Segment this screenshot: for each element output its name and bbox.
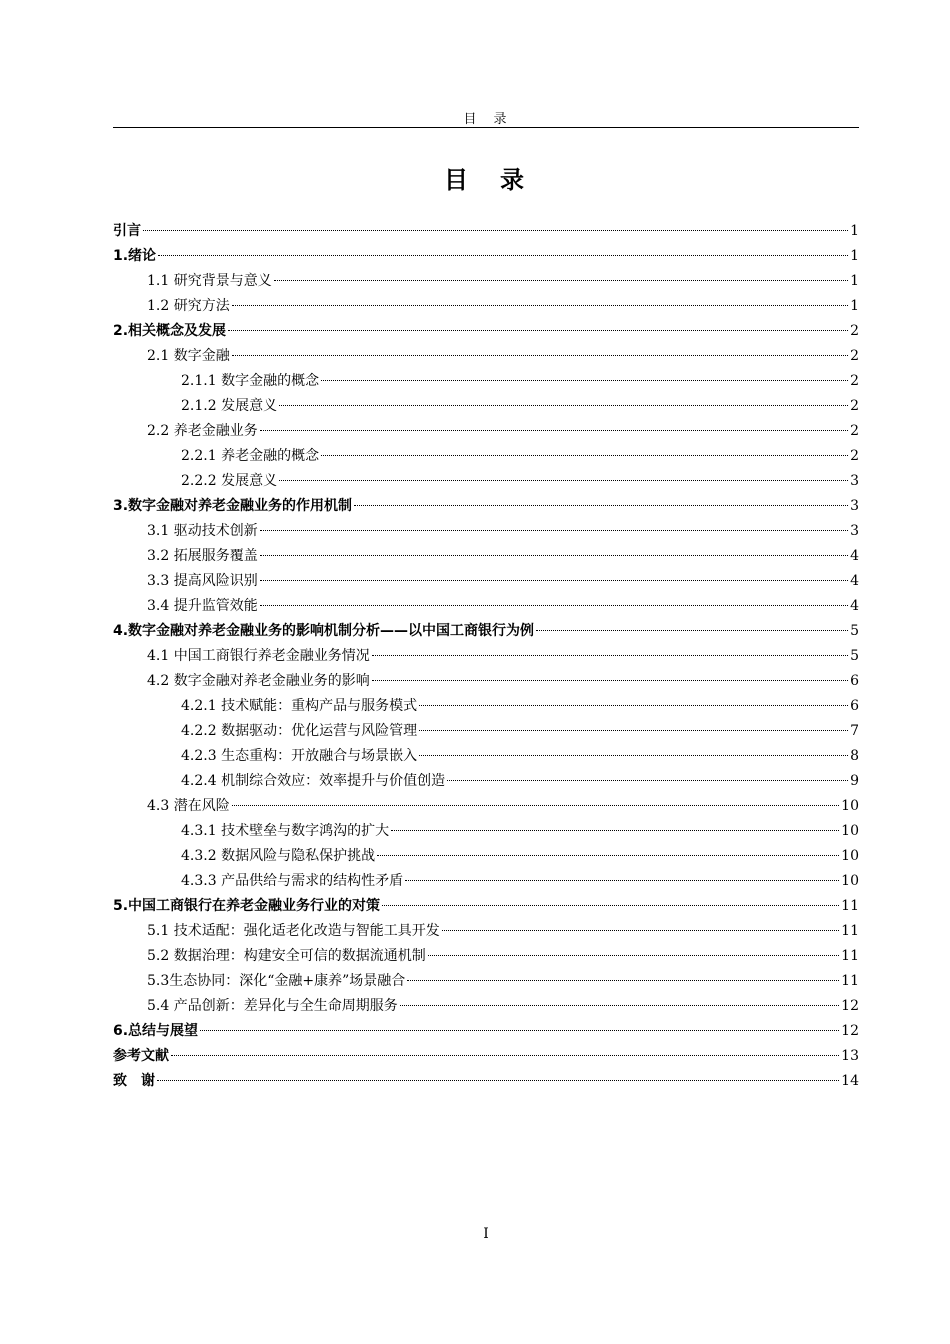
toc-entry[interactable] [113,694,859,719]
toc-dot-leader [405,880,839,881]
toc-entry-label: 2.2.2 发展意义 [181,473,278,489]
toc-dot-leader [274,280,848,281]
toc-dot-leader [419,705,848,706]
toc-entry-page: 13 [841,1048,859,1064]
toc-entry[interactable] [113,719,859,744]
toc-entry-page: 7 [850,723,859,739]
toc-dot-leader [158,255,848,256]
toc-entry-page: 11 [841,898,859,914]
toc-entry[interactable] [113,219,859,244]
table-of-contents [113,219,859,1094]
toc-dot-leader [143,230,848,231]
toc-entry-label: 6.总结与展望 [113,1023,199,1039]
toc-entry[interactable] [113,944,859,969]
toc-entry-page: 2 [850,423,859,439]
toc-entry-page: 10 [841,798,859,814]
toc-entry-label: 2.2.1 养老金融的概念 [181,448,320,464]
toc-dot-leader [157,1080,839,1081]
toc-entry-page: 3 [850,498,859,514]
toc-title: 目 录 [444,166,528,194]
toc-entry[interactable] [113,1044,859,1069]
toc-entry[interactable] [113,419,859,444]
toc-entry-page: 11 [841,923,859,939]
toc-dot-leader [321,455,848,456]
toc-entry-label: 4.3.2 数据风险与隐私保护挑战 [181,848,376,864]
toc-entry-label: 4.数字金融对养老金融业务的影响机制分析——以中国工商银行为例 [113,623,535,639]
toc-dot-leader [442,930,839,931]
toc-entry-page: 3 [850,523,859,539]
toc-dot-leader [200,1030,839,1031]
toc-entry[interactable] [113,819,859,844]
toc-entry-label: 5.2 数据治理：构建安全可信的数据流通机制 [147,948,426,964]
toc-dot-leader [400,1005,839,1006]
toc-dot-leader [321,380,848,381]
toc-entry[interactable] [113,519,859,544]
toc-entry-page: 3 [850,473,859,489]
toc-entry[interactable] [113,494,859,519]
toc-entry[interactable] [113,594,859,619]
toc-dot-leader [171,1055,839,1056]
toc-entry[interactable] [113,469,859,494]
toc-entry[interactable] [113,244,859,269]
running-header: 目 录 [463,112,509,127]
toc-entry-page: 10 [841,848,859,864]
toc-dot-leader [391,830,839,831]
toc-entry[interactable] [113,369,859,394]
toc-entry-label: 5.3生态协同：深化“金融+康养”场景融合 [147,973,406,989]
toc-entry-page: 2 [850,348,859,364]
toc-entry-label: 4.1 中国工商银行养老金融业务情况 [147,648,370,664]
toc-entry-page: 11 [841,973,859,989]
toc-entry-label: 1.绪论 [113,248,157,264]
toc-dot-leader [279,405,848,406]
toc-entry-label: 2.相关概念及发展 [113,323,227,339]
toc-entry-page: 4 [850,573,859,589]
toc-entry[interactable] [113,344,859,369]
toc-dot-leader [232,355,848,356]
toc-entry-label: 5.4 产品创新：差异化与全生命周期服务 [147,998,398,1014]
toc-dot-leader [447,780,848,781]
toc-entry-page: 1 [850,223,859,239]
toc-entry-label: 4.3.1 技术壁垒与数字鸿沟的扩大 [181,823,390,839]
toc-entry-page: 12 [841,1023,859,1039]
toc-entry[interactable] [113,269,859,294]
toc-entry-label: 5.中国工商银行在养老金融业务行业的对策 [113,898,381,914]
toc-entry[interactable] [113,1069,859,1094]
toc-dot-leader [260,530,848,531]
toc-dot-leader [232,305,848,306]
toc-entry-label: 4.2.2 数据驱动：优化运营与风险管理 [181,723,418,739]
toc-entry-page: 1 [850,273,859,289]
toc-entry-label: 4.2 数字金融对养老金融业务的影响 [147,673,370,689]
toc-entry-label: 4.2.3 生态重构：开放融合与场景嵌入 [181,748,418,764]
toc-entry[interactable] [113,969,859,994]
toc-entry[interactable] [113,844,859,869]
toc-entry-label: 2.1.1 数字金融的概念 [181,373,320,389]
toc-dot-leader [428,955,839,956]
toc-entry-label: 引言 [113,223,141,239]
toc-entry-label: 4.2.1 技术赋能：重构产品与服务模式 [181,698,418,714]
toc-entry-page: 6 [850,673,859,689]
toc-entry[interactable] [113,619,859,644]
toc-entry-label: 4.3.3 产品供给与需求的结构性矛盾 [181,873,404,889]
toc-dot-leader [372,680,848,681]
toc-entry-label: 3.3 提高风险识别 [147,573,258,589]
toc-entry[interactable] [113,894,859,919]
toc-dot-leader [260,605,848,606]
toc-entry-label: 参考文献 [113,1048,169,1064]
toc-entry-label: 5.1 技术适配：强化适老化改造与智能工具开发 [147,923,440,939]
toc-entry-label: 3.1 驱动技术创新 [147,523,258,539]
toc-entry-page: 2 [850,448,859,464]
toc-dot-leader [372,655,848,656]
toc-entry-page: 14 [841,1073,859,1089]
toc-entry-page: 5 [850,648,859,664]
toc-entry-label: 1.2 研究方法 [147,298,230,314]
toc-entry-label: 4.3 潜在风险 [147,798,230,814]
toc-entry-page: 8 [850,748,859,764]
toc-dot-leader [354,505,848,506]
toc-dot-leader [260,430,848,431]
toc-entry-page: 5 [850,623,859,639]
toc-dot-leader [536,630,848,631]
toc-entry-label: 2.1.2 发展意义 [181,398,278,414]
toc-entry-label: 3.数字金融对养老金融业务的作用机制 [113,498,353,514]
toc-dot-leader [377,855,839,856]
toc-dot-leader [382,905,839,906]
toc-entry-page: 12 [841,998,859,1014]
toc-entry-page: 9 [850,773,859,789]
toc-entry-page: 10 [841,823,859,839]
toc-dot-leader [260,580,848,581]
toc-entry[interactable] [113,644,859,669]
toc-entry-label: 2.2 养老金融业务 [147,423,258,439]
toc-entry[interactable] [113,744,859,769]
toc-entry-label: 1.1 研究背景与意义 [147,273,272,289]
toc-entry-page: 2 [850,373,859,389]
toc-dot-leader [232,805,839,806]
toc-entry[interactable] [113,919,859,944]
page-number: I [483,1226,489,1242]
header-rule [113,127,859,128]
toc-entry[interactable] [113,794,859,819]
toc-entry-page: 6 [850,698,859,714]
toc-entry[interactable] [113,319,859,344]
toc-entry[interactable] [113,869,859,894]
toc-entry-page: 2 [850,323,859,339]
toc-entry[interactable] [113,1019,859,1044]
toc-entry[interactable] [113,994,859,1019]
toc-entry-label: 4.2.4 机制综合效应：效率提升与价值创造 [181,773,446,789]
toc-dot-leader [419,730,848,731]
toc-entry-label: 2.1 数字金融 [147,348,230,364]
toc-entry-page: 11 [841,948,859,964]
toc-dot-leader [419,755,848,756]
toc-dot-leader [279,480,848,481]
toc-entry-label: 3.4 提升监管效能 [147,598,258,614]
toc-entry[interactable] [113,544,859,569]
toc-entry[interactable] [113,294,859,319]
toc-entry-page: 10 [841,873,859,889]
toc-entry[interactable] [113,769,859,794]
toc-entry[interactable] [113,394,859,419]
toc-entry-page: 4 [850,598,859,614]
toc-entry[interactable] [113,444,859,469]
toc-entry-label: 致 谢 [113,1073,155,1089]
toc-entry[interactable] [113,669,859,694]
toc-entry-page: 1 [850,248,859,264]
toc-dot-leader [407,980,839,981]
toc-entry[interactable] [113,569,859,594]
toc-dot-leader [260,555,848,556]
toc-entry-label: 3.2 拓展服务覆盖 [147,548,258,564]
toc-entry-page: 4 [850,548,859,564]
toc-entry-page: 1 [850,298,859,314]
toc-entry-page: 2 [850,398,859,414]
toc-dot-leader [228,330,848,331]
